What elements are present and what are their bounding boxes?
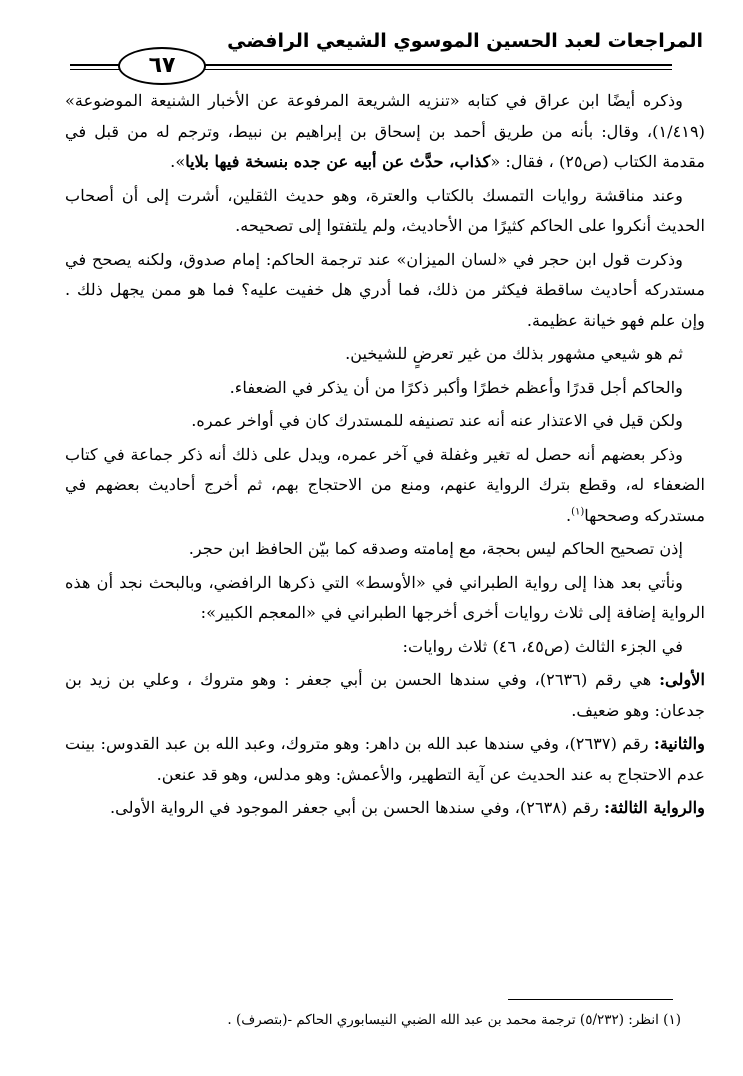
paragraph-10: في الجزء الثالث (ص٤٥، ٤٦) ثلاث روايات:	[402, 636, 683, 656]
footnote-1: (١) انظر: (٥/٢٣٢) ترجمة محمد بن عبد الله الضبي النيسابوري الحاكم -(بتصرف) .	[227, 1012, 681, 1028]
second-narration-text: رقم (٢٦٣٧)، وفي سندها عبد الله بن داهر: وهو متروك، وعبد الله بن عبد القدوس: بينت عدم الاحتجاج به عند الحديث عن آية التطهير، والأعمش: وهو مدلس، وهو قد عنعن.	[65, 734, 705, 784]
paragraph-6: ولكن قيل في الاعتذار عنه أنه عند تصنيفه للمستدرك كان في أواخر عمره.	[191, 411, 683, 430]
paragraph-5: والحاكم أجل قدرًا وأعظم خطرًا وأكبر ذكرًا من أن يذكر في الضعفاء.	[229, 377, 683, 397]
paragraph-12	[65, 729, 705, 790]
footnote-reference[interactable]: (١)	[571, 506, 585, 518]
third-narration-label: والرواية الثالثة:	[603, 798, 705, 817]
paragraph-2: وعند مناقشة روايات التمسك بالكتاب والعترة، وهو حديث الثقلين، أشرت إلى أن أصحاب الحديث أنكروا على الحاكم كثيرًا من الأحاديث، ولم يلتفتوا إلى تصحيحه.	[65, 185, 705, 235]
main-text	[65, 86, 705, 827]
paragraph-1-text: وذكره أيضًا ابن عراق في كتابه «تنزيه الشريعة المرفوعة عن الأخبار الشنيعة الموضوعة» (١/٤١٩)، وقال: بأنه من طريق أحمد بن إسحاق بن إبراهيم بن نبيط، وترجم له من قبل في مقدمة الكتاب (ص٢٥) ، فقال: «	[65, 91, 705, 171]
paragraph-1	[65, 86, 705, 178]
paragraph-11	[65, 665, 705, 726]
paragraph-7-end: .	[565, 505, 572, 525]
paragraph-3: وذكرت قول ابن حجر في «لسان الميزان» عند ترجمة الحاكم: إمام صدوق، ولكنه يصحح في مستدركه أحاديث ساقطة فيكثر من ذلك، فما أدري هل خفيت عليه؟ فما هو ممن يجهل ذلك . وإن علم فهو خيانة عظيمة.	[65, 249, 705, 330]
third-narration-text: رقم (٢٦٣٨)، وفي سندها الحسن بن أبي جعفر الموجود في الرواية الأولى.	[109, 798, 604, 817]
first-narration-text: هي رقم (٢٦٣٦)، وفي سندها الحسن بن أبي جعفر : وهو متروك ، وعلي بن زيد بن جدعان: وهو ضعيف.	[65, 670, 705, 720]
paragraph-9: ونأتي بعد هذا إلى رواية الطبراني في «الأوسط» التي ذكرها الرافضي، وبالبحث نجد أن هذه الرواية إضافة إلى ثلاث روايات أخرى أخرجها الطبراني في «المعجم الكبير»:	[65, 572, 705, 622]
paragraph-7-text: وذكر بعضهم أنه حصل له تغير وغفلة في آخر عمره، ويدل على ذلك أنه ذكر جماعة في كتاب الضعفاء له، وقطع بترك الرواية عنهم، ومنع من الاحتجاج بهم، ثم أخرج أحاديث بعضهم في مستدركه وصححها	[65, 444, 705, 525]
paragraph-13	[65, 793, 705, 824]
page-number-badge: ٦٧	[118, 47, 206, 85]
quoted-verdict: كذاب، حدَّث عن أبيه عن جده بنسخة فيها بلايا	[185, 152, 491, 171]
second-narration-label: والثانية:	[653, 734, 705, 753]
paragraph-7	[65, 440, 705, 532]
paragraph-4: ثم هو شيعي مشهور بذلك من غير تعرضٍ للشيخين.	[345, 344, 683, 363]
running-header-title: المراجعات لعبد الحسين الموسوي الشيعي الرافضي	[227, 30, 703, 52]
first-narration-label: الأولى:	[659, 670, 706, 689]
paragraph-1-end: ».	[170, 152, 186, 171]
footnote-separator	[508, 999, 673, 1000]
paragraph-8: إذن تصحيح الحاكم ليس بحجة، مع إمامته وصدقه كما بيّن الحافظ ابن حجر.	[188, 539, 683, 558]
